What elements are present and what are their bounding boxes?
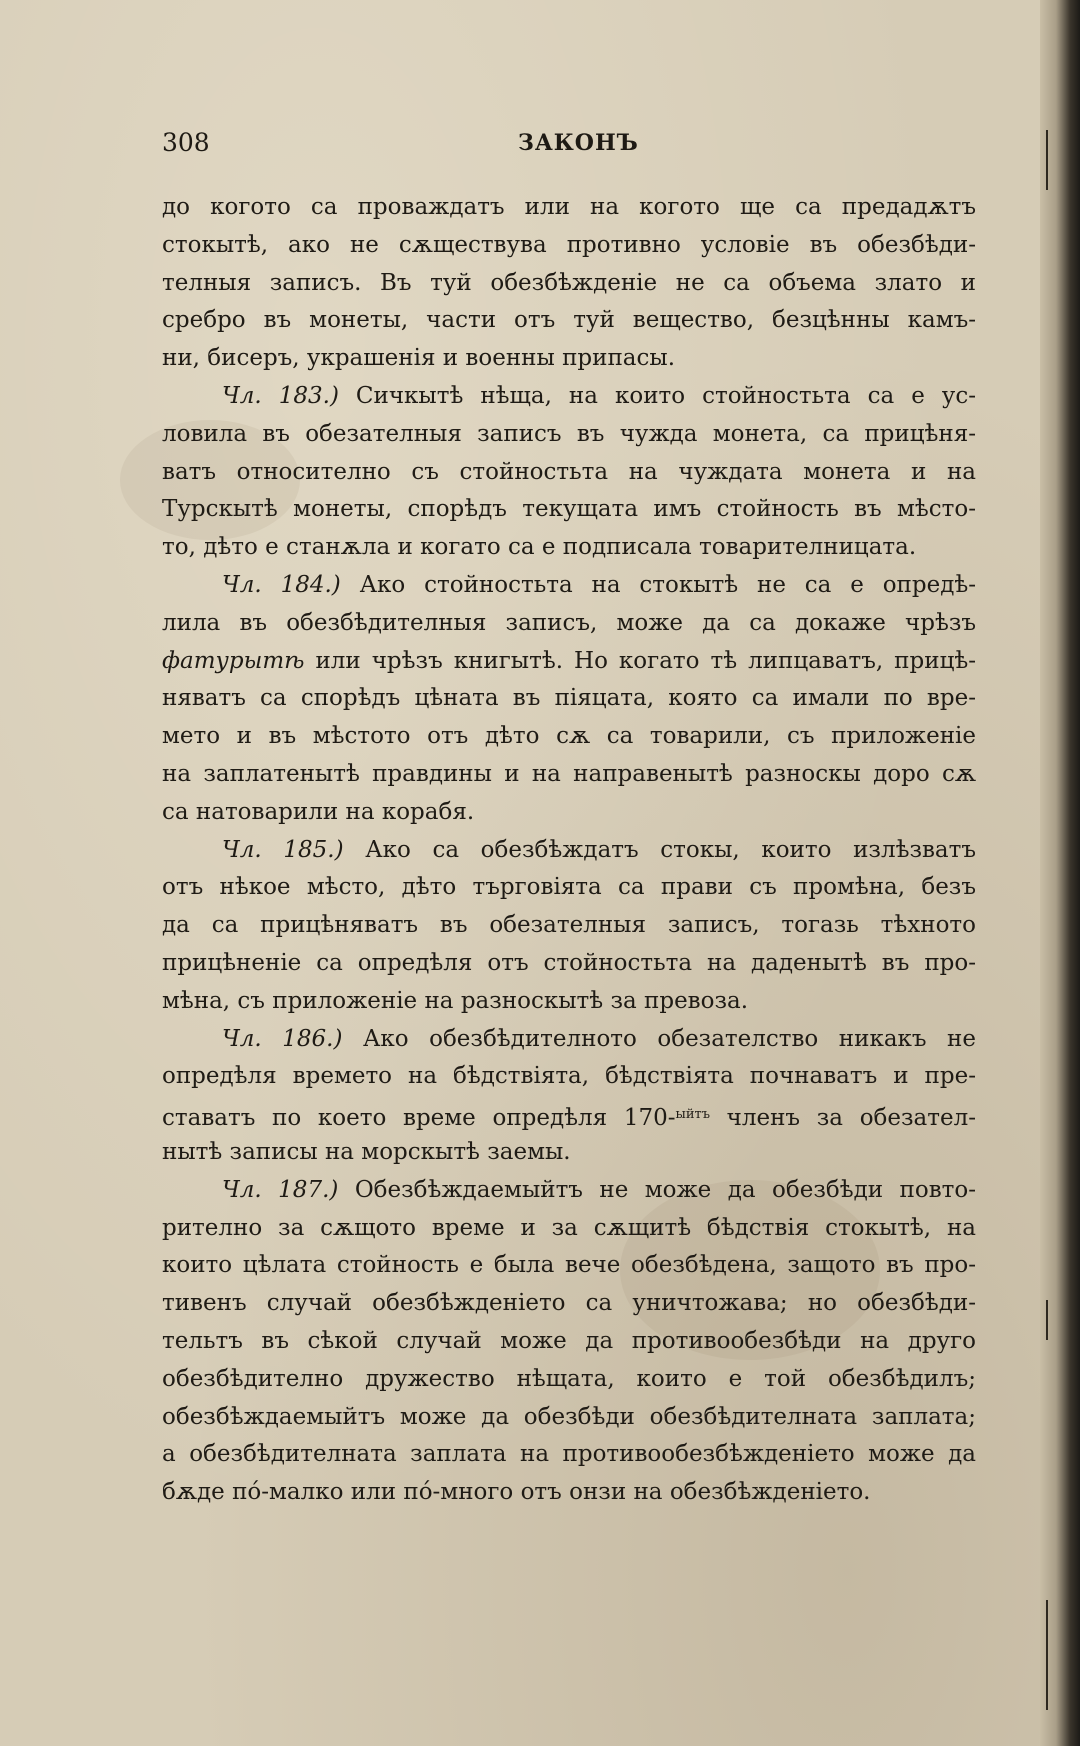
text-line: бѫде по́-малко или по́-много отъ онзи на обезбѣжденіето. (162, 1479, 871, 1506)
text-line: до когото са проваждатъ или на когото ще са предадѫтъ (162, 194, 976, 220)
text-line: ловила въ обезателныя записъ въ чужда монета, са прицѣня- (162, 420, 976, 447)
gutter-mark (1046, 1600, 1048, 1710)
text-line: ни, бисеръ, украшенія и военны припасы. (162, 345, 676, 372)
text-line: нытѣ записы на морскытѣ заемы. (162, 1138, 571, 1165)
text-line: на заплатенытѣ правдины и на направенытѣ разноскы доро сѫ (162, 760, 976, 787)
article-label: Чл. 183.) (222, 382, 339, 409)
article-label: Чл. 185.) (222, 836, 344, 863)
body-text (162, 189, 976, 1512)
text-line: ватъ относително съ стойностьта на чуждата монета и на (162, 458, 976, 485)
text-line: Ако стойностьта на стокытѣ не са е опредѣ- (359, 571, 977, 598)
text-line-with-superscript (162, 1096, 976, 1134)
article-label: Чл. 184.) (222, 571, 341, 598)
text-line: да са прицѣняватъ въ обезателныя записъ, тогазь тѣхното (162, 912, 976, 939)
text-line: рително за сѫщото време и за сѫщитѣ бѣдствія стокытѣ, на (162, 1214, 976, 1241)
article-185-first-line (162, 832, 976, 870)
gutter-mark (1046, 130, 1048, 190)
article-187-first-line (162, 1172, 976, 1210)
text-line: то, дѣто е станѫла и когато са е подписала товарителницата. (162, 534, 917, 561)
text-line: Ако са обезбѣждатъ стокы, които излѣзватъ (365, 836, 977, 863)
article-label: Чл. 187.) (222, 1176, 339, 1203)
italic-word: фатурытѣ (162, 647, 305, 674)
text-line: сребро въ монеты, части отъ туй вещество, безцѣнны камъ- (162, 307, 976, 334)
text-line: стокытѣ, ако не сѫществува противно условіе въ обезбѣди- (162, 231, 976, 258)
text-line: обезбѣдително дружество нѣщата, които е той обезбѣдилъ; (162, 1365, 976, 1392)
text-line: мето и въ мѣстото отъ дѣто сѫ са товарили, съ приложеніе (162, 723, 976, 750)
book-gutter-edge (1040, 0, 1080, 1746)
text-line-part: ставатъ по което време опредѣля 170- (162, 1105, 676, 1132)
text-line: тивенъ случай обезбѣжденіето са уничтожава; но обезбѣди- (162, 1290, 976, 1317)
article-183-first-line (162, 378, 976, 416)
text-line: обезбѣждаемыйтъ може да обезбѣди обезбѣдителната заплата; (162, 1403, 976, 1430)
article-186-first-line (162, 1021, 976, 1059)
page-header (160, 128, 960, 168)
text-line: прицѣненіе са опредѣля отъ стойностьта на даденытѣ въ про- (162, 949, 976, 976)
text-line: а обезбѣдителната заплата на противообезбѣжденіето може да (162, 1441, 976, 1468)
text-line-part: членъ за обезател- (709, 1105, 976, 1132)
text-line: са натоварили на корабя. (162, 798, 475, 825)
article-label: Чл. 186.) (222, 1025, 343, 1052)
text-line: Ако обезбѣдителното обезателство никакъ не (362, 1025, 976, 1052)
text-line: телныя записъ. Въ туй обезбѣжденіе не са объема злато и (162, 269, 976, 296)
text-line: няватъ са спорѣдъ цѣната въ піяцата, която са имали по вре- (162, 685, 976, 712)
running-title: ЗАКОНЪ (518, 130, 639, 156)
page-number: 308 (162, 128, 210, 157)
article-184-first-line (162, 567, 976, 605)
text-line: лила въ обезбѣдителныя записъ, може да са докаже чрѣзъ (162, 609, 976, 636)
gutter-mark (1046, 1300, 1048, 1340)
text-line: тельтъ въ сѣкой случай може да противообезбѣди на друго (162, 1327, 976, 1354)
text-line: Обезбѣждаемыйтъ не може да обезбѣди повто- (354, 1176, 977, 1203)
text-line: отъ нѣкое мѣсто, дѣто търговіята са прави съ промѣна, безъ (162, 874, 976, 901)
text-line: опредѣля времето на бѣдствіята, бѣдствіята почнаватъ и пре- (162, 1063, 976, 1090)
superscript: ыйтъ (675, 1107, 710, 1123)
text-line: които цѣлата стойность е была вече обезбѣдена, защото въ про- (162, 1252, 976, 1279)
text-line-rest: или чрѣзъ книгытѣ. Но когато тѣ липцаватъ, прицѣ- (315, 647, 976, 674)
text-line: Сичкытѣ нѣща, на които стойностьта са е ус- (355, 382, 976, 409)
text-line: мѣна, съ приложеніе на разноскытѣ за превоза. (162, 987, 749, 1014)
text-line-with-italic (162, 643, 976, 681)
text-line: Турскытѣ монеты, спорѣдъ текущата имъ стойность въ мѣсто- (162, 496, 976, 523)
